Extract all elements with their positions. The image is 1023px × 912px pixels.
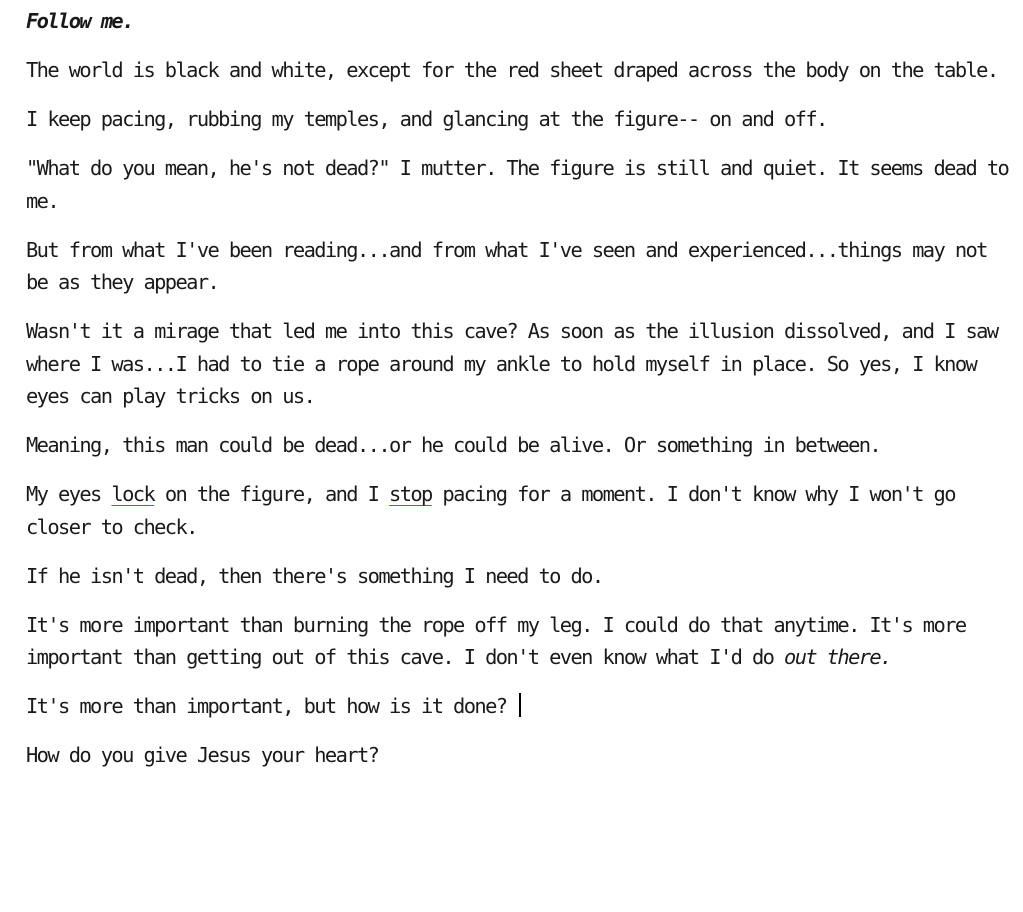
paragraph-7-text-c: on the figure, and I [154, 482, 390, 507]
text-cursor [519, 693, 521, 717]
paragraph-7 [26, 478, 1016, 543]
document-heading: Follow me. [26, 9, 133, 33]
paragraph-7-text-e: pacing for a moment. I don't know why I won't go closer to check. [26, 482, 955, 539]
paragraph-7-text-a: My eyes [26, 482, 112, 507]
spellcheck-flagged-word[interactable]: lock [111, 482, 155, 507]
paragraph-11: How do you give Jesus your heart? [26, 743, 379, 768]
paragraph-10 [26, 690, 1016, 723]
paragraph-6: Meaning, this man could be dead...or he could be alive. Or something in between. [26, 433, 881, 458]
paragraph-10-text: It's more than important, but how is it done? [26, 694, 518, 719]
paragraph-5: Wasn't it a mirage that led me into this cave? As soon as the illusion dissolved, and I saw where I was...I had to tie a rope around my ankle to hold myself in place. So yes, I know eyes can play tricks on us. [26, 319, 998, 409]
paragraph-9-text: It's more important than burning the rope off my leg. I could do that anytime. It's more important than getting out of this cave. I don't even know what I'd do [26, 612, 966, 670]
paragraph-9 [26, 609, 1016, 674]
paragraph-1: The world is black and white, except for the red sheet draped across the body on the table. [26, 57, 998, 82]
paragraph-3: "What do you mean, he's not dead?" I mutter. The figure is still and quiet. It seems dead to me. [26, 155, 1009, 213]
paragraph-4: But from what I've been reading...and from what I've seen and experienced...things may not be as they appear. [26, 237, 987, 295]
spellcheck-flagged-word[interactable]: stop [389, 482, 432, 507]
paragraph-8: If he isn't dead, then there's something I need to do. [26, 563, 603, 588]
paragraph-2: I keep pacing, rubbing my temples, and glancing at the figure-- on and off. [26, 106, 827, 131]
paragraph-9-italic-text: out there. [784, 645, 891, 670]
